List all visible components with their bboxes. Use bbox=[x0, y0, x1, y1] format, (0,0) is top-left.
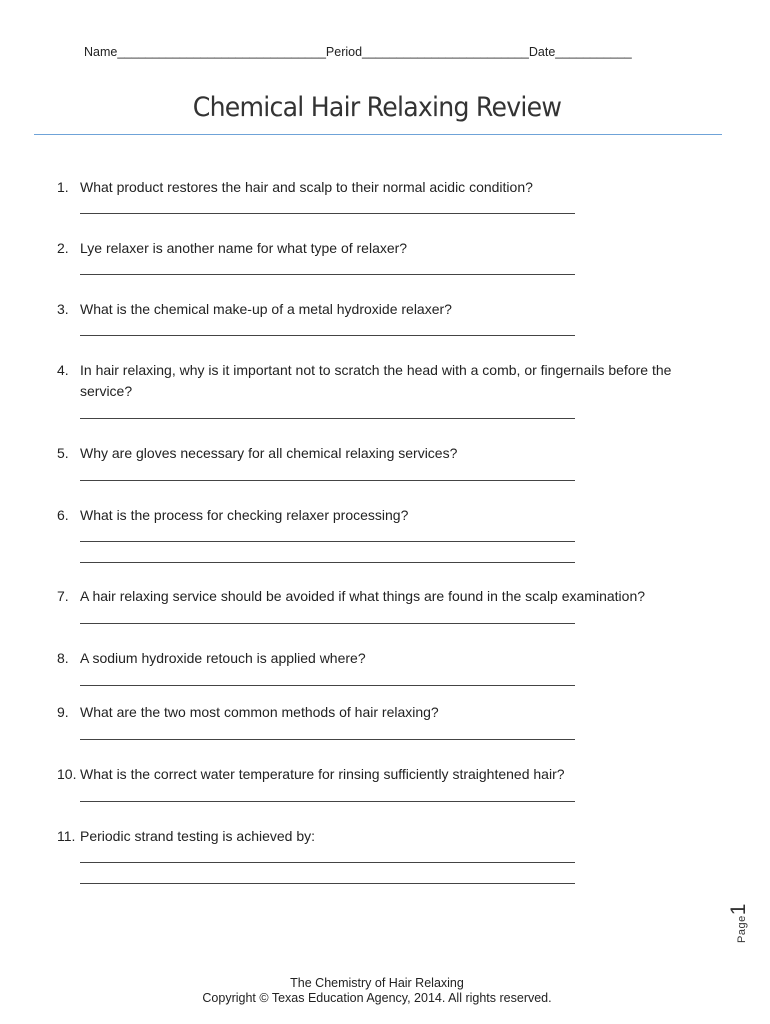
question-text: What is the chemical make-up of a metal hydroxide relaxer? bbox=[80, 301, 452, 317]
answer-line bbox=[80, 862, 575, 863]
question-8 bbox=[57, 648, 725, 669]
question-number: 1. bbox=[57, 179, 69, 195]
page-number-value: 1 bbox=[727, 903, 750, 916]
question-text: A hair relaxing service should be avoided if what things are found in the scalp examination? bbox=[80, 588, 646, 604]
answer-line bbox=[80, 623, 575, 624]
question-text: What is the process for checking relaxer processing? bbox=[80, 507, 409, 523]
answer-line bbox=[80, 801, 575, 802]
footer-title: The Chemistry of Hair Relaxing bbox=[290, 976, 464, 990]
question-number: 8. bbox=[57, 650, 69, 666]
question-10 bbox=[57, 764, 725, 785]
question-7 bbox=[57, 586, 725, 607]
answer-line bbox=[80, 335, 575, 336]
footer bbox=[0, 976, 754, 1006]
question-number: 4. bbox=[57, 362, 69, 378]
question-text: Periodic strand testing is achieved by: bbox=[80, 828, 316, 844]
question-number: 5. bbox=[57, 445, 69, 461]
title-divider bbox=[34, 134, 722, 135]
question-text: What product restores the hair and scalp to their normal acidic condition? bbox=[80, 179, 533, 195]
question-4 bbox=[57, 360, 725, 401]
question-1 bbox=[57, 177, 725, 198]
answer-line bbox=[80, 213, 575, 214]
answer-line bbox=[80, 274, 575, 275]
question-number: 6. bbox=[57, 507, 69, 523]
question-number: 9. bbox=[57, 704, 69, 720]
question-11 bbox=[57, 826, 725, 847]
page-label: Page bbox=[736, 915, 748, 943]
question-text: What are the two most common methods of hair relaxing? bbox=[80, 704, 439, 720]
question-2 bbox=[57, 238, 725, 259]
answer-line bbox=[80, 480, 575, 481]
question-5 bbox=[57, 443, 725, 464]
page-title: Chemical Hair Relaxing Review bbox=[192, 92, 562, 123]
question-number: 2. bbox=[57, 240, 69, 256]
question-number: 3. bbox=[57, 301, 69, 317]
question-text: Lye relaxer is another name for what type of relaxer? bbox=[80, 240, 408, 256]
name-period-date-line: Name______________________________Period________________________Date___________ bbox=[84, 45, 632, 59]
answer-line bbox=[80, 562, 575, 563]
question-text: A sodium hydroxide retouch is applied where? bbox=[80, 650, 366, 666]
question-number: 10. bbox=[57, 766, 77, 782]
question-text: Why are gloves necessary for all chemical relaxing services? bbox=[80, 445, 458, 461]
question-number: 7. bbox=[57, 588, 69, 604]
question-number: 11. bbox=[57, 828, 76, 844]
answer-line bbox=[80, 739, 575, 740]
answer-line bbox=[80, 541, 575, 542]
footer-copyright: Copyright © Texas Education Agency, 2014. All rights reserved. bbox=[202, 991, 552, 1005]
page-number bbox=[727, 895, 751, 943]
question-3 bbox=[57, 299, 725, 320]
question-text: In hair relaxing, why is it important not to scratch the head with a comb, or fingernails before the service? bbox=[80, 362, 672, 399]
question-text: What is the correct water temperature for rinsing sufficiently straightened hair? bbox=[80, 766, 565, 782]
answer-line bbox=[80, 418, 575, 419]
question-6 bbox=[57, 505, 725, 526]
answer-line bbox=[80, 883, 575, 884]
answer-line bbox=[80, 685, 575, 686]
question-9 bbox=[57, 702, 725, 723]
